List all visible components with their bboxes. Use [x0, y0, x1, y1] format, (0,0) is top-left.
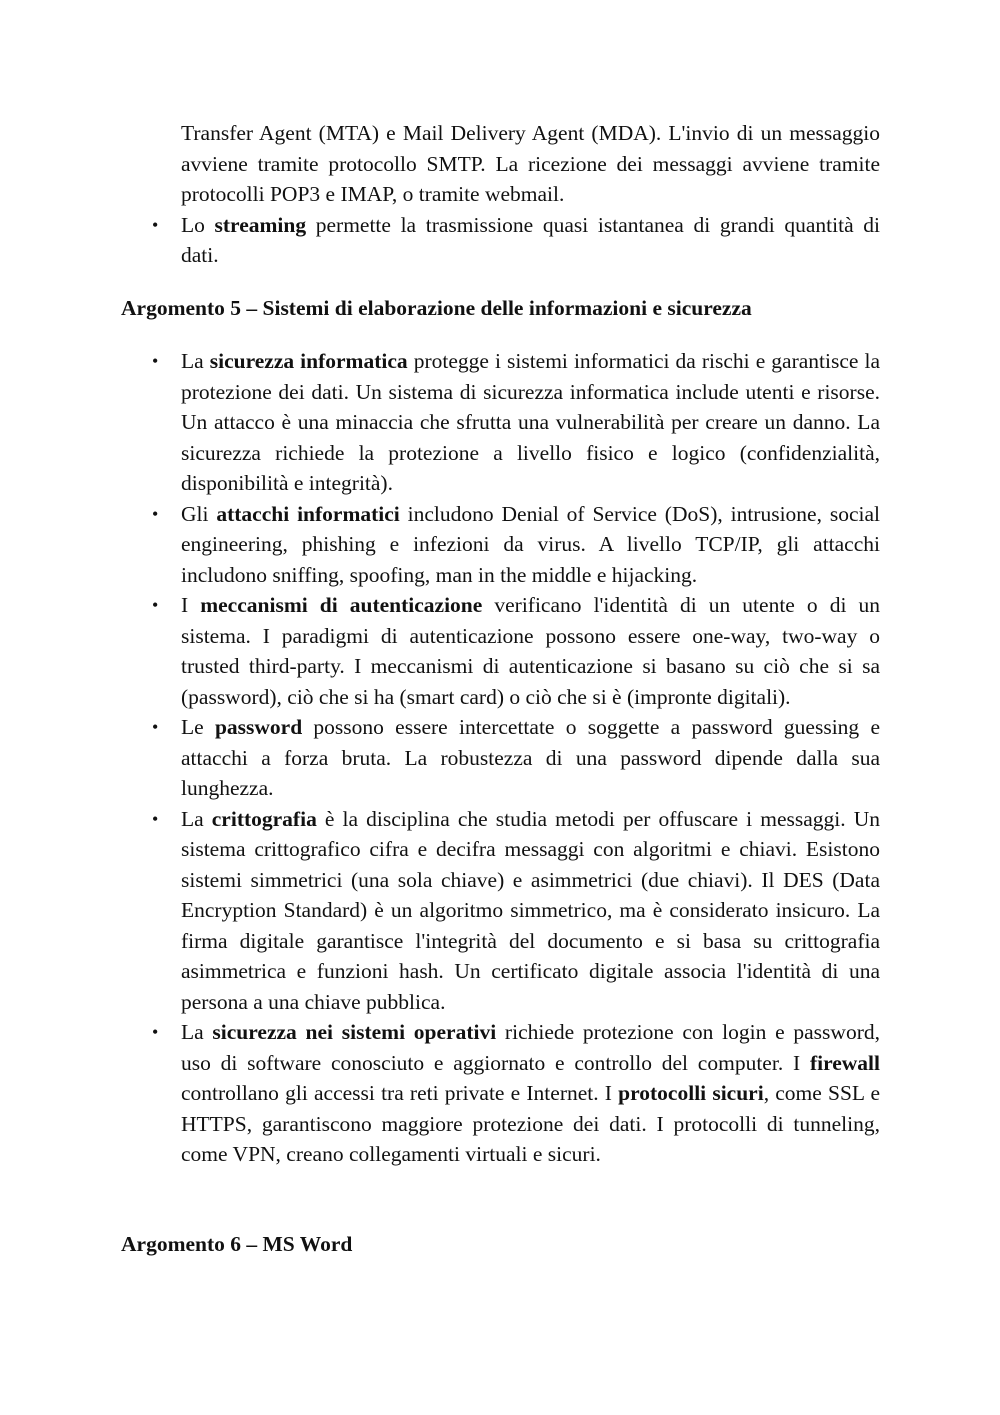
term: meccanismi di autenticazione — [200, 593, 483, 617]
section-heading-5: Argomento 5 – Sistemi di elaborazione delle informazioni e sicurezza — [121, 296, 752, 320]
term: sicurezza nei sistemi operativi — [212, 1020, 497, 1044]
list-item-autenticazione: • I meccanismi di autenticazione verificano l'identità di un utente o di un sistema. I paradigmi di autenticazione possono essere one-way, two-way o trusted third-party. I meccanismi di autenticazione si basano su ciò che si sa (password), ciò che si ha (smart card) o ciò che si è (impronte digitali). — [181, 590, 880, 712]
term-streaming: streaming — [214, 212, 307, 237]
bullet-icon: • — [152, 214, 159, 235]
term: crittografia — [211, 806, 317, 831]
list-item-crittografia: • La crittografia è la disciplina che studia metodi per offuscare i messaggi. Un sistema crittografico cifra e decifra messaggi con algoritmi e chiavi. Esistono sistemi simmetrici (una sola chiave) e asimmetrici (due chiavi). Il DES (Data Encryption Standard) è un algoritmo simmetrico, ma è considerato insicuro. La firma digitale garantisce l'integrità del documento e si basa su crittografia asimmetrica e funzioni hash. Un certificato digitale associa l'identità di una persona a una chiave pubblica. — [181, 804, 880, 1018]
list-item-email-continuation — [181, 118, 880, 210]
bullet-icon: • — [152, 808, 159, 829]
list-item-sicurezza-informatica: • La sicurezza informatica protegge i sistemi informatici da rischi e garantisce la protezione dei dati. Un sistema di sicurezza informatica include utenti e risorse. Un attacco è una minaccia che sfrutta una vulnerabilità per creare un danno. La sicurezza richiede la protezione a livello fisico e logico (confidenzialità, disponibilità e integrità). — [181, 346, 880, 499]
term: firewall — [809, 1050, 880, 1075]
list-item-attacchi-informatici: • Gli attacchi informatici includono Denial of Service (DoS), intrusione, social engineering, phishing e infezioni da virus. A livello TCP/IP, gli attacchi includono sniffing, spoofing, man in the middle e hijacking. — [181, 499, 880, 591]
list-item-password: • Le password possono essere intercettate o soggette a password guessing e attacchi a forza bruta. La robustezza di una password dipende dalla sua lunghezza. — [181, 712, 880, 804]
continued-bullet-list — [152, 118, 881, 271]
term: password — [214, 715, 303, 739]
list-item-streaming: • Lo streaming permette la trasmissione quasi istantanea di grandi quantità di dati. — [181, 210, 880, 271]
bullet-icon: • — [152, 1022, 159, 1042]
bullet-icon: • — [152, 717, 159, 737]
bullet-icon: • — [152, 503, 159, 524]
section-heading-6: Argomento 6 – MS Word — [121, 1232, 353, 1256]
term: sicurezza informatica — [209, 349, 408, 373]
term: protocolli sicuri — [618, 1081, 764, 1105]
term: attacchi informatici — [216, 501, 400, 526]
paragraph-text: Transfer Agent (MTA) e Mail Delivery Agent (MDA). L'invio di un messaggio avviene tramite protocollo SMTP. La ricezione dei messaggi avviene tramite protocolli POP3 e IMAP, o tramite webmail. — [181, 121, 880, 206]
list-item-sicurezza-sistemi-operativi: • La sicurezza nei sistemi operativi richiede protezione con login e password, uso di software conosciuto e aggiornato e controllo del computer. I firewall controllano gli accessi tra reti private e Internet. I protocolli sicuri, come SSL e HTTPS, garantiscono maggiore protezione dei dati. I protocolli di tunneling, come VPN, creano collegamenti virtuali e sicuri. — [181, 1017, 880, 1170]
bullet-icon: • — [152, 595, 159, 615]
bullet-icon: • — [152, 351, 159, 371]
section5-bullet-list — [152, 346, 881, 1170]
